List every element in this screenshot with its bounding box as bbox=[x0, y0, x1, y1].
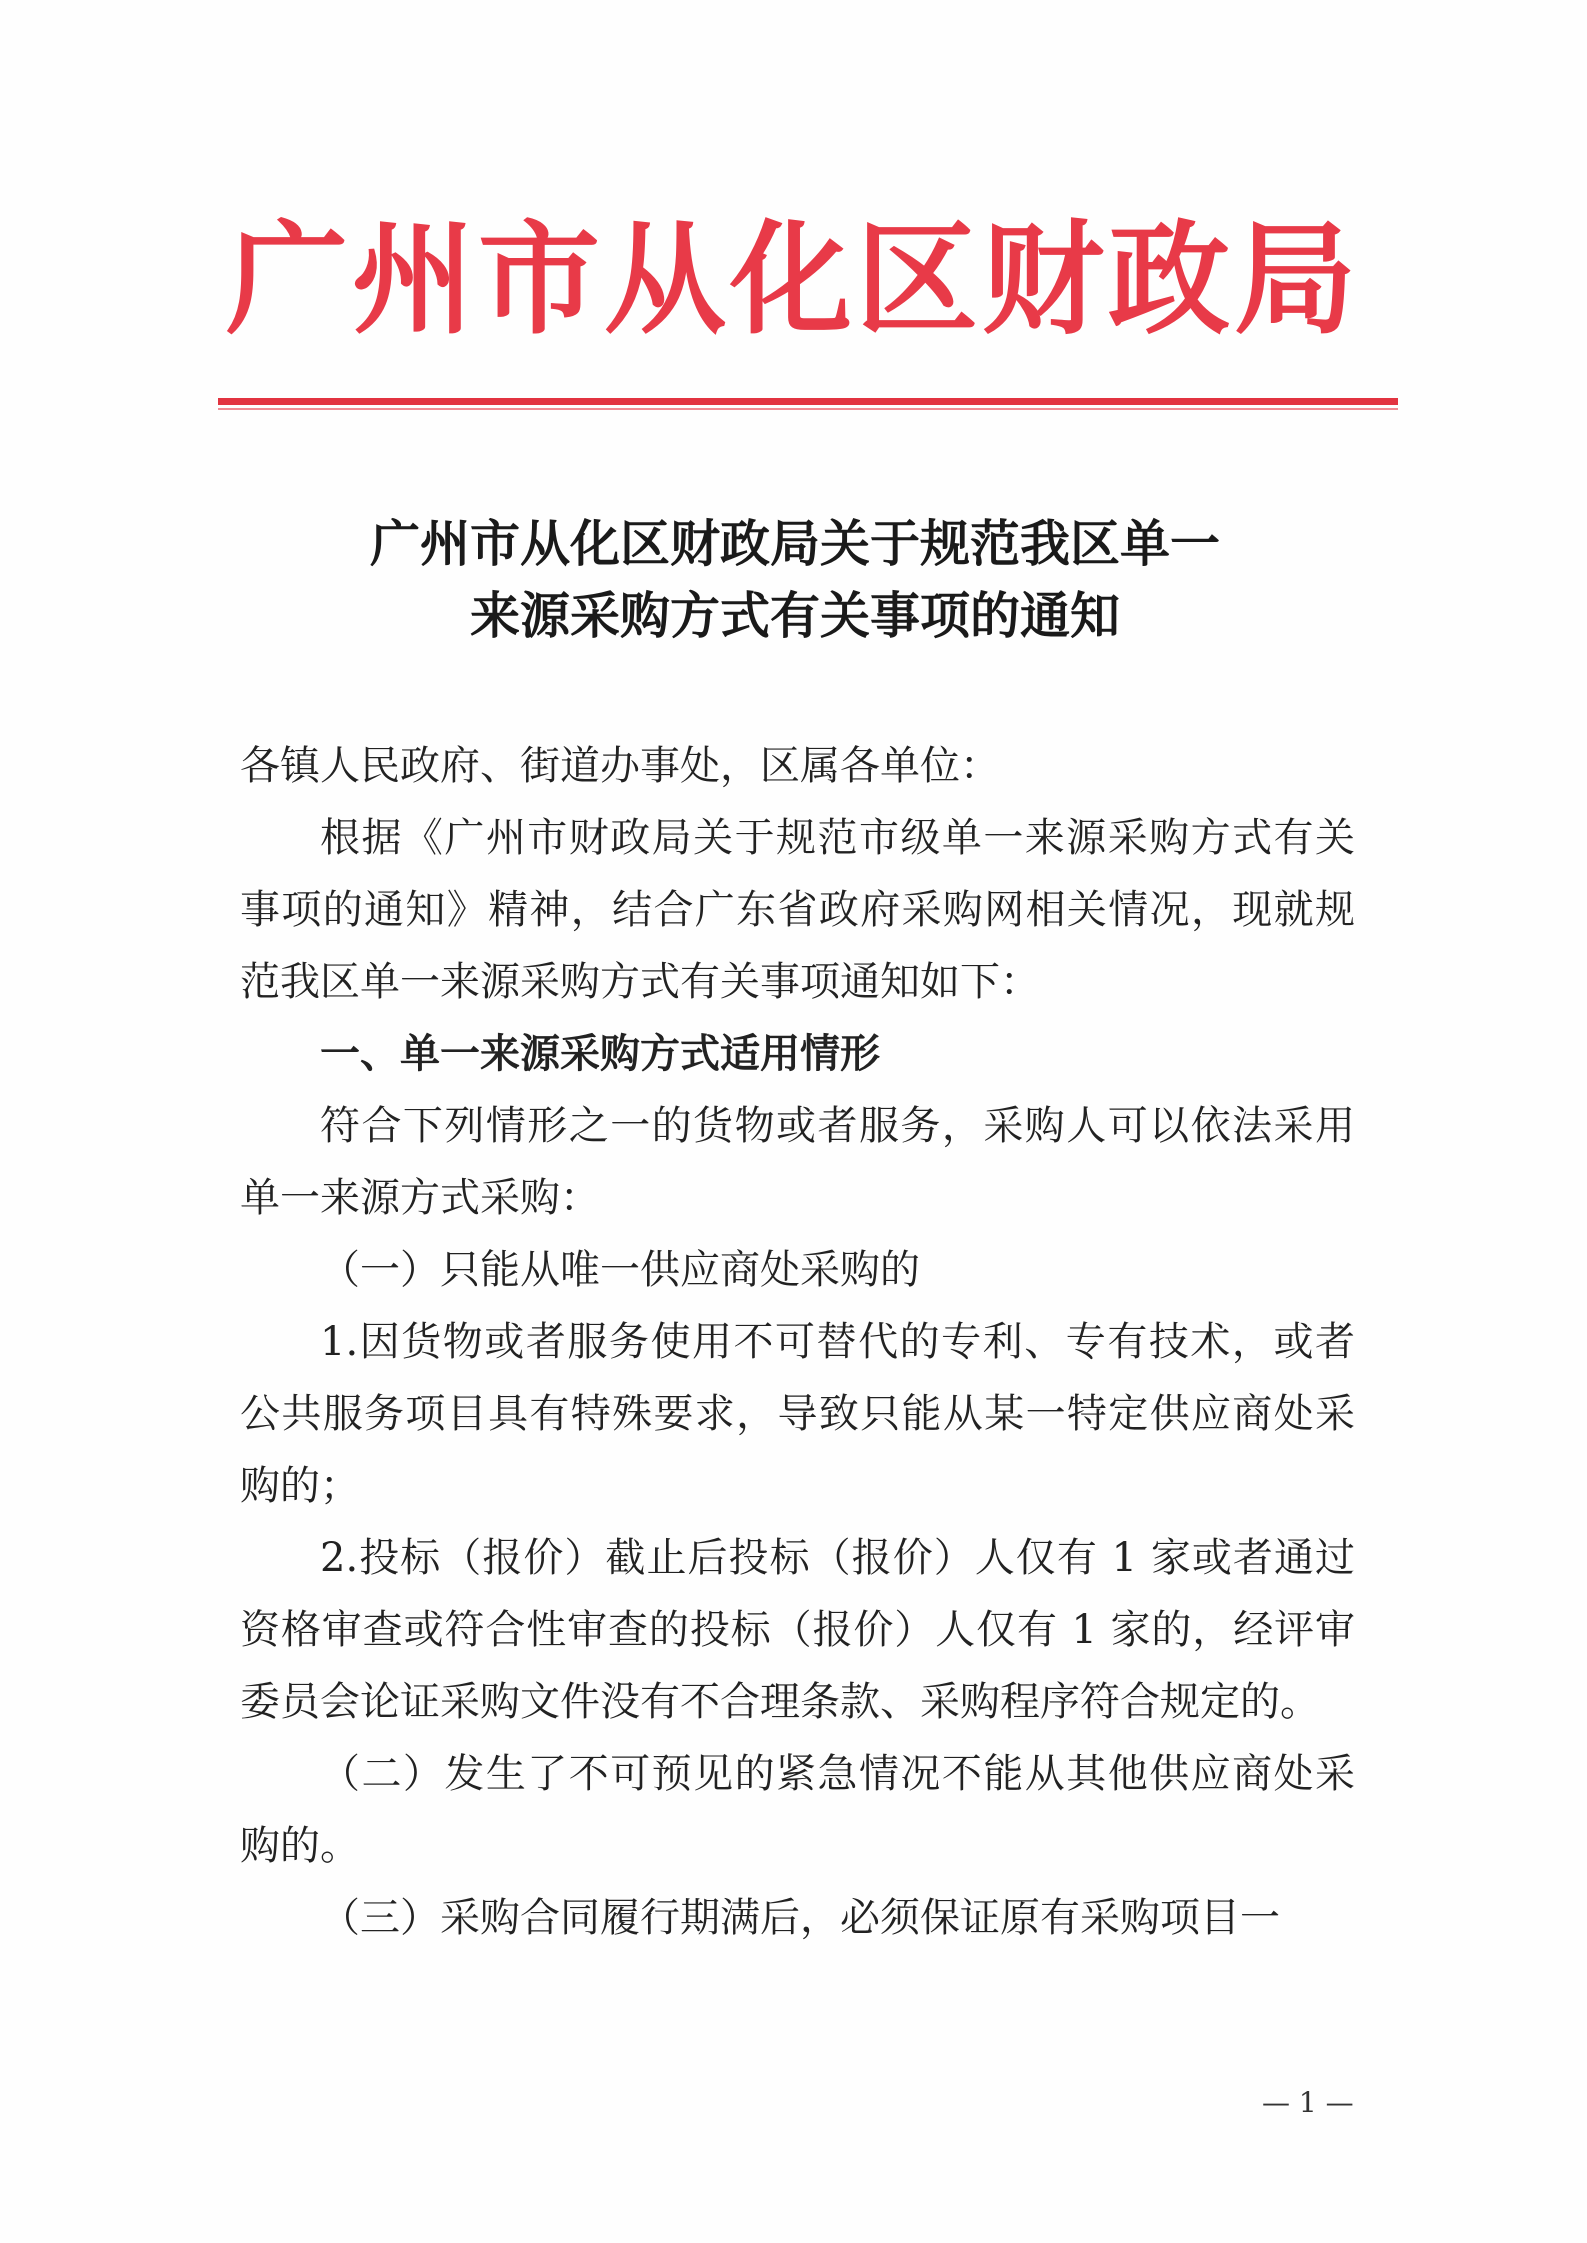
document-title bbox=[240, 508, 1350, 652]
item-3: （三）采购合同履行期满后，必须保证原有采购项目一 bbox=[320, 1895, 1280, 1941]
document-title-line-1: 广州市从化区财政局关于规范我区单一 bbox=[370, 514, 1220, 573]
item-1-heading: （一）只能从唯一供应商处采购的 bbox=[320, 1247, 920, 1293]
item-1-point-2: 2.投标（报价）截止后投标（报价）人仅有 1 家或者通过资格审查或符合性审查的投标（报价）人仅有 1 家的，经评审委员会论证采购文件没有不合理条款、采购程序符合规定的。 bbox=[240, 1535, 1355, 1725]
intro-paragraph: 根据《广州市财政局关于规范市级单一来源采购方式有关事项的通知》精神，结合广东省政府采购网相关情况，现就规范我区单一来源采购方式有关事项通知如下： bbox=[240, 815, 1355, 1005]
document-body bbox=[240, 730, 1355, 1954]
item-1-point-1: 1.因货物或者服务使用不可替代的专利、专有技术，或者公共服务项目具有特殊要求，导致只能从某一特定供应商处采购的； bbox=[240, 1319, 1355, 1509]
page-number: — 1 — bbox=[1262, 2086, 1354, 2119]
document-title-line-2: 来源采购方式有关事项的通知 bbox=[470, 586, 1120, 645]
letterhead-org-name: 广州市从化区财政局 bbox=[226, 209, 1360, 351]
salutation: 各镇人民政府、街道办事处，区属各单位： bbox=[240, 743, 1000, 789]
item-2: （二）发生了不可预见的紧急情况不能从其他供应商处采购的。 bbox=[240, 1751, 1355, 1869]
letterhead-red-rule-thin bbox=[218, 408, 1398, 410]
section-1-intro: 符合下列情形之一的货物或者服务，采购人可以依法采用单一来源方式采购： bbox=[240, 1103, 1355, 1221]
letterhead-red-rule bbox=[218, 398, 1398, 405]
section-1-heading: 一、单一来源采购方式适用情形 bbox=[320, 1031, 880, 1077]
